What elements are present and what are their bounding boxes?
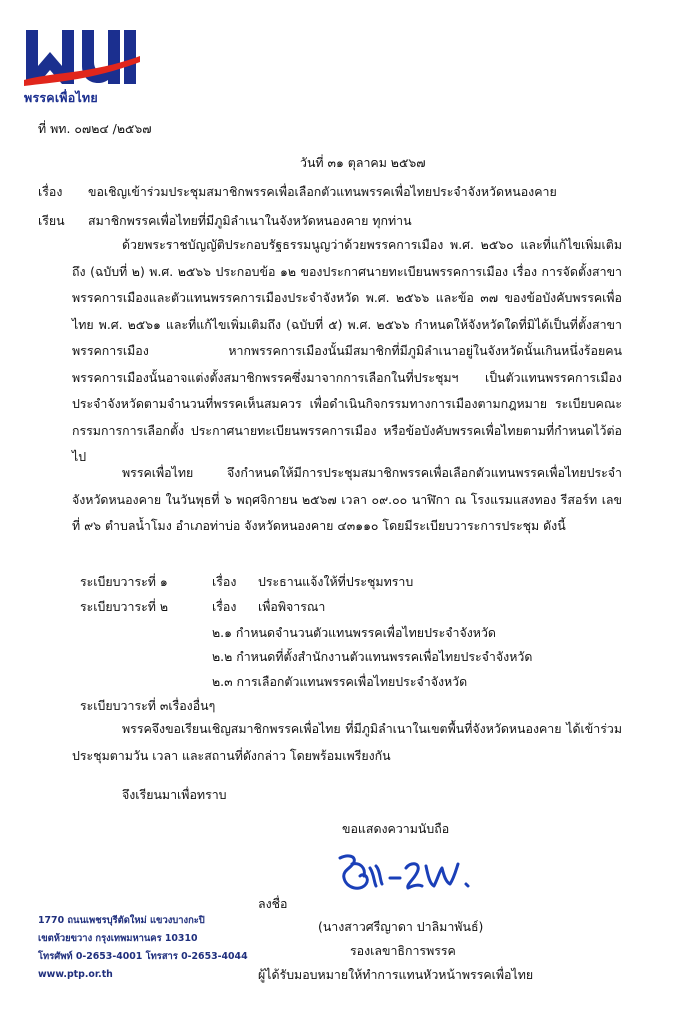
agenda-item-1-label: เรื่อง	[212, 574, 237, 589]
recipient-text: สมาชิกพรรคเพื่อไทยที่มีภูมิลำเนาในจังหวัดหนองคาย ทุกท่าน	[88, 213, 412, 228]
agenda-subitem-2-3: ๒.๓ การเลือกตัวแทนพรรคเพื่อไทยประจำจังหวัด	[212, 674, 468, 689]
closing-line: จึงเรียนมาเพื่อทราบ	[122, 787, 227, 802]
signer-role: ผู้ได้รับมอบหมายให้ทำการแทนหัวหน้าพรรคเพื่อไทย	[258, 967, 534, 982]
body-paragraph-2: พรรคเพื่อไทย จึงกำหนดให้มีการประชุมสมาชิกพรรคเพื่อเลือกตัวแทนพรรคเพื่อไทยประจำจังหวัดหนองคาย ในวันพุธที่ ๖ พฤศจิกายน ๒๕๖๗ เวลา ๐๙.๐๐ นาฬิกา ณ โรงแรมแสงทอง รีสอร์ท เลขที่ ๙๖ ตำบลน้ำโมง อำเภอท่าบ่อ จังหวัดหนองคาย ๔๓๑๑๐ โดยมีระเบียบวาระการประชุม ดังนี้	[72, 465, 622, 533]
reference-number: ที่ พท. ๐๗๒๔ /๒๕๖๗	[38, 121, 152, 136]
subject-label: เรื่อง	[38, 184, 63, 199]
agenda-item-2-number: ระเบียบวาระที่ ๒	[80, 599, 169, 614]
footer-website: www.ptp.or.th	[38, 969, 113, 980]
agenda-subitem-2-2: ๒.๒ กำหนดที่ตั้งสำนักงานตัวแทนพรรคเพื่อไทยประจำจังหวัด	[212, 649, 533, 664]
regards-line: ขอแสดงความนับถือ	[342, 821, 450, 836]
footer-address-line-1: 1770 ถนนเพชรบุรีตัดใหม่ แขวงบางกะปิ	[38, 915, 205, 926]
agenda-subitem-2-1: ๒.๑ กำหนดจำนวนตัวแทนพรรคเพื่อไทยประจำจังหวัด	[212, 625, 496, 640]
letter-date: วันที่ ๓๑ ตุลาคม ๒๕๖๗	[300, 155, 426, 170]
party-logo	[22, 26, 142, 114]
agenda-item-2-label: เรื่อง	[212, 599, 237, 614]
signature-icon	[330, 848, 480, 904]
party-logo-mark-icon	[22, 26, 142, 88]
agenda-item-3: ระเบียบวาระที่ ๓เรื่องอื่นๆ	[80, 698, 216, 713]
agenda-item-1-number: ระเบียบวาระที่ ๑	[80, 574, 168, 589]
body-paragraph-1: ด้วยพระราชบัญญัติประกอบรัฐธรรมนูญว่าด้วยพรรคการเมือง พ.ศ. ๒๕๖๐ และที่แก้ไขเพิ่มเติมถึง (ฉบับที่ ๒) พ.ศ. ๒๕๖๖ ประกอบข้อ ๑๒ ของประกาศนายทะเบียนพรรคการเมือง เรื่อง การจัดตั้งสาขาพรรคการเมืองและตัวแทนพรรคการเมืองประจำจังหวัด พ.ศ. ๒๕๖๖ และข้อ ๓๗ ของข้อบังคับพรรคเพื่อไทย พ.ศ. ๒๕๖๑ และที่แก้ไขเพิ่มเติมถึง (ฉบับที่ ๕) พ.ศ. ๒๕๖๖ กำหนดให้จังหวัดใดที่มิได้เป็นที่ตั้งสาขาพรรคการเมือง หากพรรคการเมืองนั้นมีสมาชิกที่มีภูมิลำเนาอยู่ในจังหวัดนั้นเกินหนึ่งร้อยคน พรรคการเมืองนั้นอาจแต่งตั้งสมาชิกพรรคซึ่งมาจากการเลือกในที่ประชุมฯ เป็นตัวแทนพรรคการเมืองประจำจังหวัดตามจำนวนที่พรรคเห็นสมควร เพื่อดำเนินกิจกรรมทางการเมืองตามกฎหมาย ระเบียบคณะกรรมการการเลือกตั้ง ประกาศนายทะเบียนพรรคการเมือง หรือข้อบังคับพรรคเพื่อไทยตามที่กำหนดไว้ต่อไป	[72, 237, 622, 464]
signer-title: รองเลขาธิการพรรค	[350, 943, 456, 958]
party-name-text: พรรคเพื่อไทย	[24, 90, 98, 105]
agenda-item-2-text: เพื่อพิจารณา	[258, 599, 326, 614]
signer-name: (นางสาวศรีญาดา ปาลิมาพันธ์)	[318, 919, 484, 934]
footer-phone-fax: โทรศัพท์ 0-2653-4001 โทรสาร 0-2653-4044	[38, 951, 248, 962]
body-paragraph-3: พรรคจึงขอเรียนเชิญสมาชิกพรรคเพื่อไทย ที่มีภูมิลำเนาในเขตพื้นที่จังหวัดหนองคาย ได้เข้าร่วมประชุมตามวัน เวลา และสถานที่ดังกล่าว โดยพร้อมเพรียงกัน	[72, 721, 622, 763]
footer-address-line-2: เขตห้วยขวาง กรุงเทพมหานคร 10310	[38, 933, 198, 944]
recipient-label: เรียน	[38, 213, 65, 228]
subject-text: ขอเชิญเข้าร่วมประชุมสมาชิกพรรคเพื่อเลือกตัวแทนพรรคเพื่อไทยประจำจังหวัดหนองคาย	[88, 184, 557, 199]
handwritten-signature	[330, 848, 480, 904]
agenda-item-1-text: ประธานแจ้งให้ที่ประชุมทราบ	[258, 574, 414, 589]
sign-label: ลงชื่อ	[258, 896, 288, 911]
